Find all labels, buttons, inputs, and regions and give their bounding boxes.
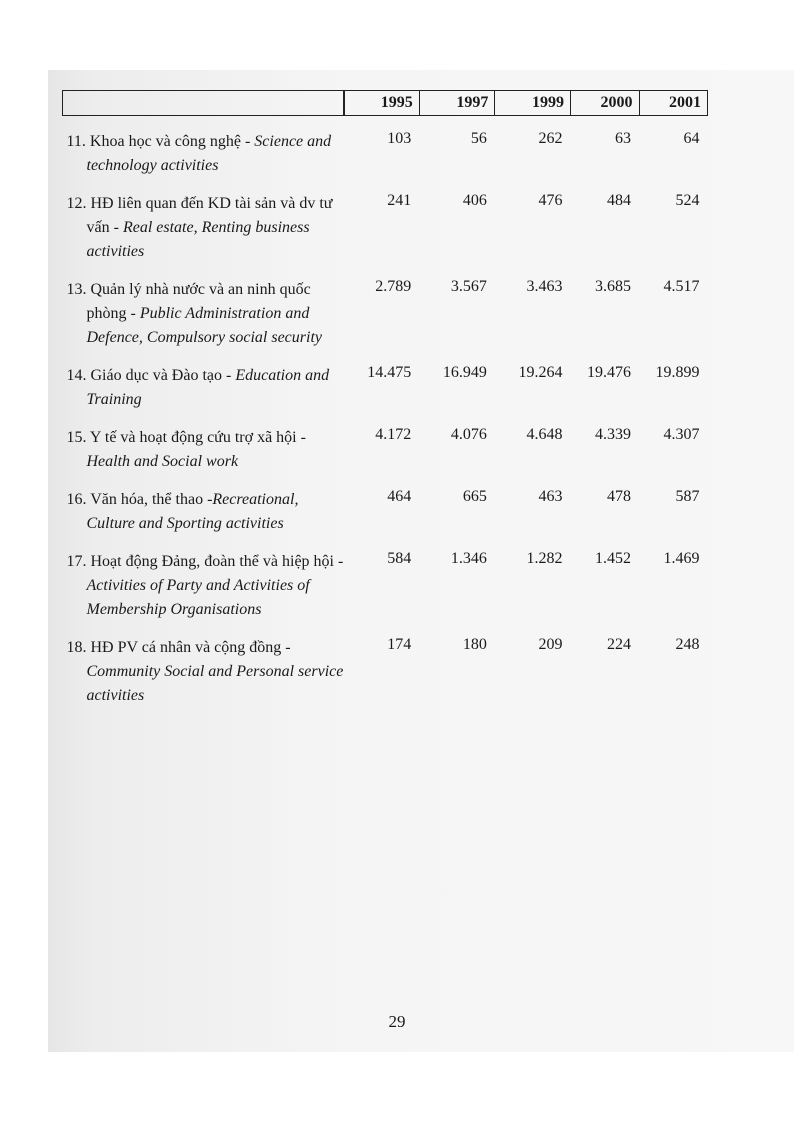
value-cell: 406 [462, 192, 487, 209]
row-label-english: Activities of Party and Activities of Membership Organisations [86, 577, 310, 618]
value-cell: 224 [607, 636, 631, 653]
value-cell: 4.517 [663, 278, 700, 295]
table-header-row [63, 91, 708, 116]
header-blank-cell [63, 91, 344, 116]
table-row [63, 116, 708, 179]
value-cell: 3.685 [595, 278, 631, 295]
value-cell: 4.172 [375, 426, 412, 443]
value-cell: 3.463 [526, 278, 563, 295]
row-label-vietnamese: 11. Khoa học và công nghệ - [66, 133, 255, 150]
row-label-english: Recreational, Culture and Sporting activities [86, 491, 299, 532]
table-row [63, 622, 708, 708]
row-label [63, 536, 344, 622]
value-cell: 19.899 [655, 364, 700, 381]
value-cell: 524 [675, 192, 700, 209]
row-label [63, 350, 344, 412]
row-label-english: Public Administration and Defence, Compulsory social security [86, 305, 322, 346]
value-cell: 587 [675, 488, 700, 505]
row-label [63, 264, 344, 350]
table-row [63, 412, 708, 474]
row-label-english: Science and technology activities [86, 133, 332, 174]
row-label [63, 474, 344, 536]
value-cell: 103 [387, 130, 412, 147]
row-label-english: Health and Social work [86, 453, 239, 470]
table-row [63, 350, 708, 412]
value-cell: 4.339 [595, 426, 631, 443]
year-header: 1999 [495, 91, 571, 116]
row-label-vietnamese: 15. Y tế và hoạt động cứu trợ xã hội - [66, 429, 306, 446]
value-cell: 478 [607, 488, 631, 505]
table-row [63, 474, 708, 536]
value-cell: 19.476 [587, 364, 631, 381]
value-cell: 476 [538, 192, 563, 209]
value-cell: 484 [607, 192, 631, 209]
year-header: 1995 [344, 91, 420, 116]
value-cell: 180 [462, 636, 487, 653]
table-row [63, 264, 708, 350]
value-cell: 1.452 [595, 550, 631, 567]
value-cell: 19.264 [518, 364, 563, 381]
row-label [63, 412, 344, 474]
row-label-vietnamese: 17. Hoạt động Đảng, đoàn thể và hiệp hội - [66, 553, 344, 570]
statistics-table [62, 90, 708, 708]
value-cell: 209 [538, 636, 563, 653]
row-label-vietnamese: 12. HĐ liên quan đến KD tài sản và dv tư vấn - [66, 195, 333, 236]
value-cell: 1.469 [663, 550, 700, 567]
value-cell: 584 [387, 550, 412, 567]
value-cell: 665 [462, 488, 487, 505]
row-label-vietnamese: 18. HĐ PV cá nhân và cộng đồng - [66, 639, 291, 656]
row-label-english: Community Social and Personal service activities [86, 663, 344, 704]
value-cell: 56 [470, 130, 487, 147]
row-label [63, 178, 344, 264]
page-number: 29 [388, 1012, 406, 1031]
value-cell: 174 [387, 636, 412, 653]
value-cell: 248 [675, 636, 700, 653]
value-cell: 63 [615, 130, 631, 147]
row-label-vietnamese: 14. Giáo dục và Đào tạo - [66, 367, 236, 384]
row-label-vietnamese: 16. Văn hóa, thể thao - [66, 491, 213, 508]
year-header: 2001 [639, 91, 708, 116]
value-cell: 4.648 [526, 426, 563, 443]
year-header: 1997 [419, 91, 495, 116]
value-cell: 464 [387, 488, 412, 505]
value-cell: 262 [538, 130, 563, 147]
year-header: 2000 [571, 91, 639, 116]
table-row [63, 178, 708, 264]
value-cell: 4.307 [663, 426, 700, 443]
value-cell: 3.567 [450, 278, 487, 295]
value-cell: 2.789 [375, 278, 412, 295]
row-label [63, 116, 344, 179]
value-cell: 64 [683, 130, 700, 147]
table-row [63, 536, 708, 622]
value-cell: 241 [387, 192, 412, 209]
row-label-english: Education and Training [86, 367, 330, 408]
row-label [63, 622, 344, 708]
value-cell: 4.076 [450, 426, 487, 443]
value-cell: 16.949 [442, 364, 487, 381]
document-page [62, 90, 712, 708]
value-cell: 14.475 [367, 364, 412, 381]
value-cell: 1.282 [526, 550, 563, 567]
value-cell: 1.346 [450, 550, 487, 567]
value-cell: 463 [538, 488, 563, 505]
row-label-vietnamese: 13. Quản lý nhà nước và an ninh quốc phòng - [66, 281, 311, 322]
row-label-english: Real estate, Renting business activities [86, 219, 310, 260]
